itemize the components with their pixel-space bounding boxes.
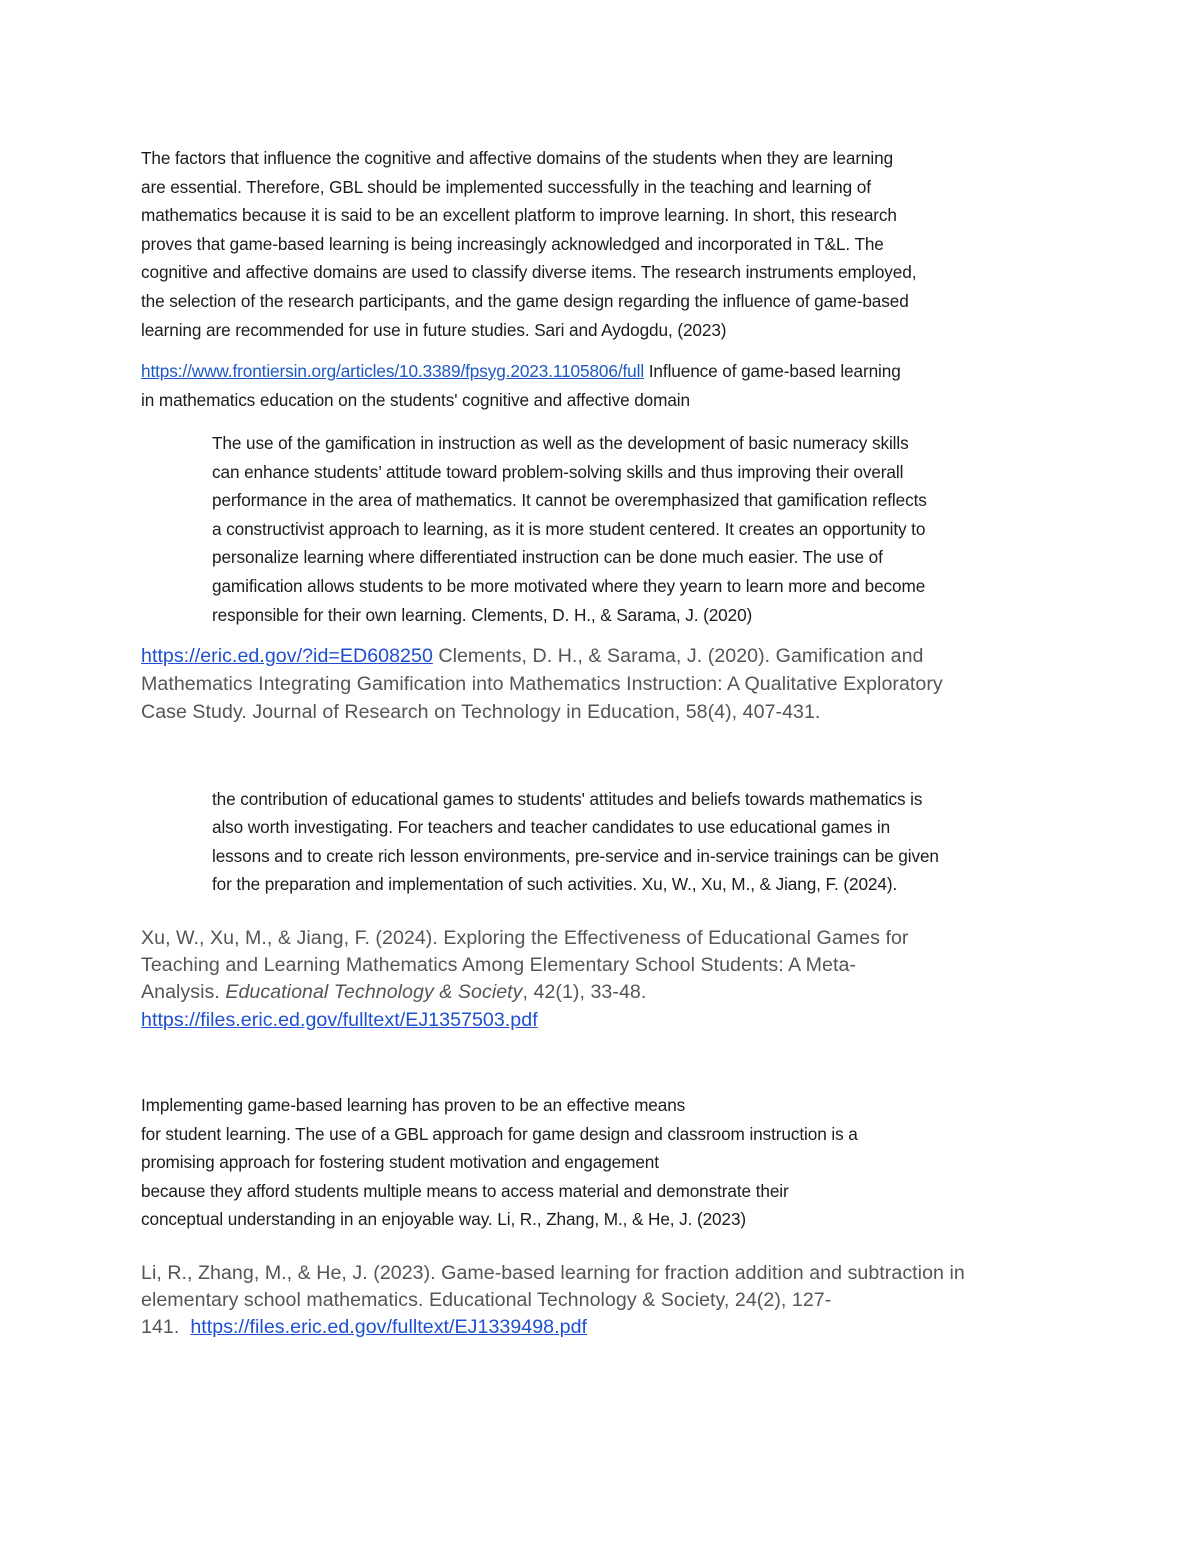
reference-text: Analysis. [141,981,226,1004]
paragraph-line: mathematics because it is said to be an excellent platform to improve learning. In short, this research [141,205,897,226]
reference-line: Li, R., Zhang, M., & He, J. (2023). Game-based learning for fraction addition and subtraction in [141,1262,965,1284]
quote-line: also worth investigating. For teachers and teacher candidates to use educational games in [212,817,891,838]
paragraph-line: for student learning. The use of a GBL approach for game design and classroom instruction is a [141,1123,858,1144]
reference-line [141,979,908,1006]
quote-line: personalize learning where differentiated instruction can be done much easier. The use of [212,547,883,568]
reference-line: in mathematics education on the students' cognitive and affective domain [141,389,690,410]
reference-text: , 42(1), 33-48. [522,981,647,1004]
eric-fulltext-link[interactable]: https://files.eric.ed.gov/fulltext/EJ1339498.pdf [190,1316,588,1339]
frontiers-link[interactable]: https://www.frontiersin.org/articles/10.3389/fpsyg.2023.1105806/full [141,361,645,381]
reference-xu-jiang [141,925,908,1034]
paragraph-line: conceptual understanding in an enjoyable way. Li, R., Zhang, M., & He, J. (2023) [141,1209,747,1230]
paragraph-line: are essential. Therefore, GBL should be implemented successfully in the teaching and learning of [141,176,871,197]
reference-frontiers [141,357,901,414]
paragraph-li-zhang-he [141,1091,858,1234]
reference-line: Case Study. Journal of Research on Technology in Education, 58(4), 407-431. [141,700,821,723]
reference-line [141,1314,965,1341]
quote-line: lessons and to create rich lesson environments, pre-service and in-service trainings can be given [212,845,939,866]
paragraph-line: learning are recommended for use in future studies. Sari and Aydogdu, (2023) [141,319,727,340]
paragraph-sari-aydogdu [141,144,916,344]
quote-line: responsible for their own learning. Clements, D. H., & Sarama, J. (2020) [212,604,753,625]
reference-text: 141. [141,1316,191,1339]
reference-line: elementary school mathematics. Educational Technology & Society, 24(2), 127- [141,1289,832,1312]
paragraph-line: the selection of the research participants, and the game design regarding the influence of game-based [141,290,909,311]
quote-line: can enhance students’ attitude toward problem-solving skills and thus improving their overall [212,461,904,482]
eric-link[interactable]: https://eric.ed.gov/?id=ED608250 [141,645,433,667]
quote-line: for the preparation and implementation of such activities. Xu, W., Xu, M., & Jiang, F. (2024). [212,874,898,895]
quote-line: performance in the area of mathematics. It cannot be overemphasized that gamification reflects [212,490,927,511]
reference-text: Clements, D. H., & Sarama, J. (2020). Gamification and [432,645,924,667]
reference-line: Xu, W., Xu, M., & Jiang, F. (2024). Exploring the Effectiveness of Educational Games for [141,927,909,949]
paragraph-line: because they afford students multiple means to access material and demonstrate their [141,1180,789,1201]
reference-line [141,357,901,386]
reference-title: Influence of game-based learning [644,361,901,381]
paragraph-line: proves that game-based learning is being increasingly acknowledged and incorporated in T&L. The [141,233,884,254]
quote-line: the contribution of educational games to students' attitudes and beliefs towards mathematics is [212,789,923,809]
quote-line: The use of the gamification in instruction as well as the development of basic numeracy skills [212,433,909,453]
reference-line [141,643,943,671]
quote-line: gamification allows students to be more motivated where they yearn to learn more and become [212,575,926,596]
paragraph-line: The factors that influence the cognitive and affective domains of the students when they are learning [141,148,894,168]
quote-xu-jiang [212,785,939,899]
reference-line [141,1007,908,1034]
eric-fulltext-link[interactable]: https://files.eric.ed.gov/fulltext/EJ1357503.pdf [141,1008,538,1031]
reference-clements-sarama [141,643,943,726]
quote-line: a constructivist approach to learning, as it is more student centered. It creates an opportunity to [212,518,926,539]
paragraph-line: promising approach for fostering student motivation and engagement [141,1152,659,1173]
paragraph-line: cognitive and affective domains are used to classify diverse items. The research instruments employed, [141,262,917,283]
reference-li-zhang-he [141,1260,965,1342]
reference-line: Mathematics Integrating Gamification into Mathematics Instruction: A Qualitative Exploratory [141,672,943,695]
quote-clements-sarama [212,429,927,629]
journal-name: Educational Technology & Society [225,981,523,1004]
reference-line: Teaching and Learning Mathematics Among Elementary School Students: A Meta- [141,954,856,977]
paragraph-line: Implementing game-based learning has proven to be an effective means [141,1095,686,1115]
